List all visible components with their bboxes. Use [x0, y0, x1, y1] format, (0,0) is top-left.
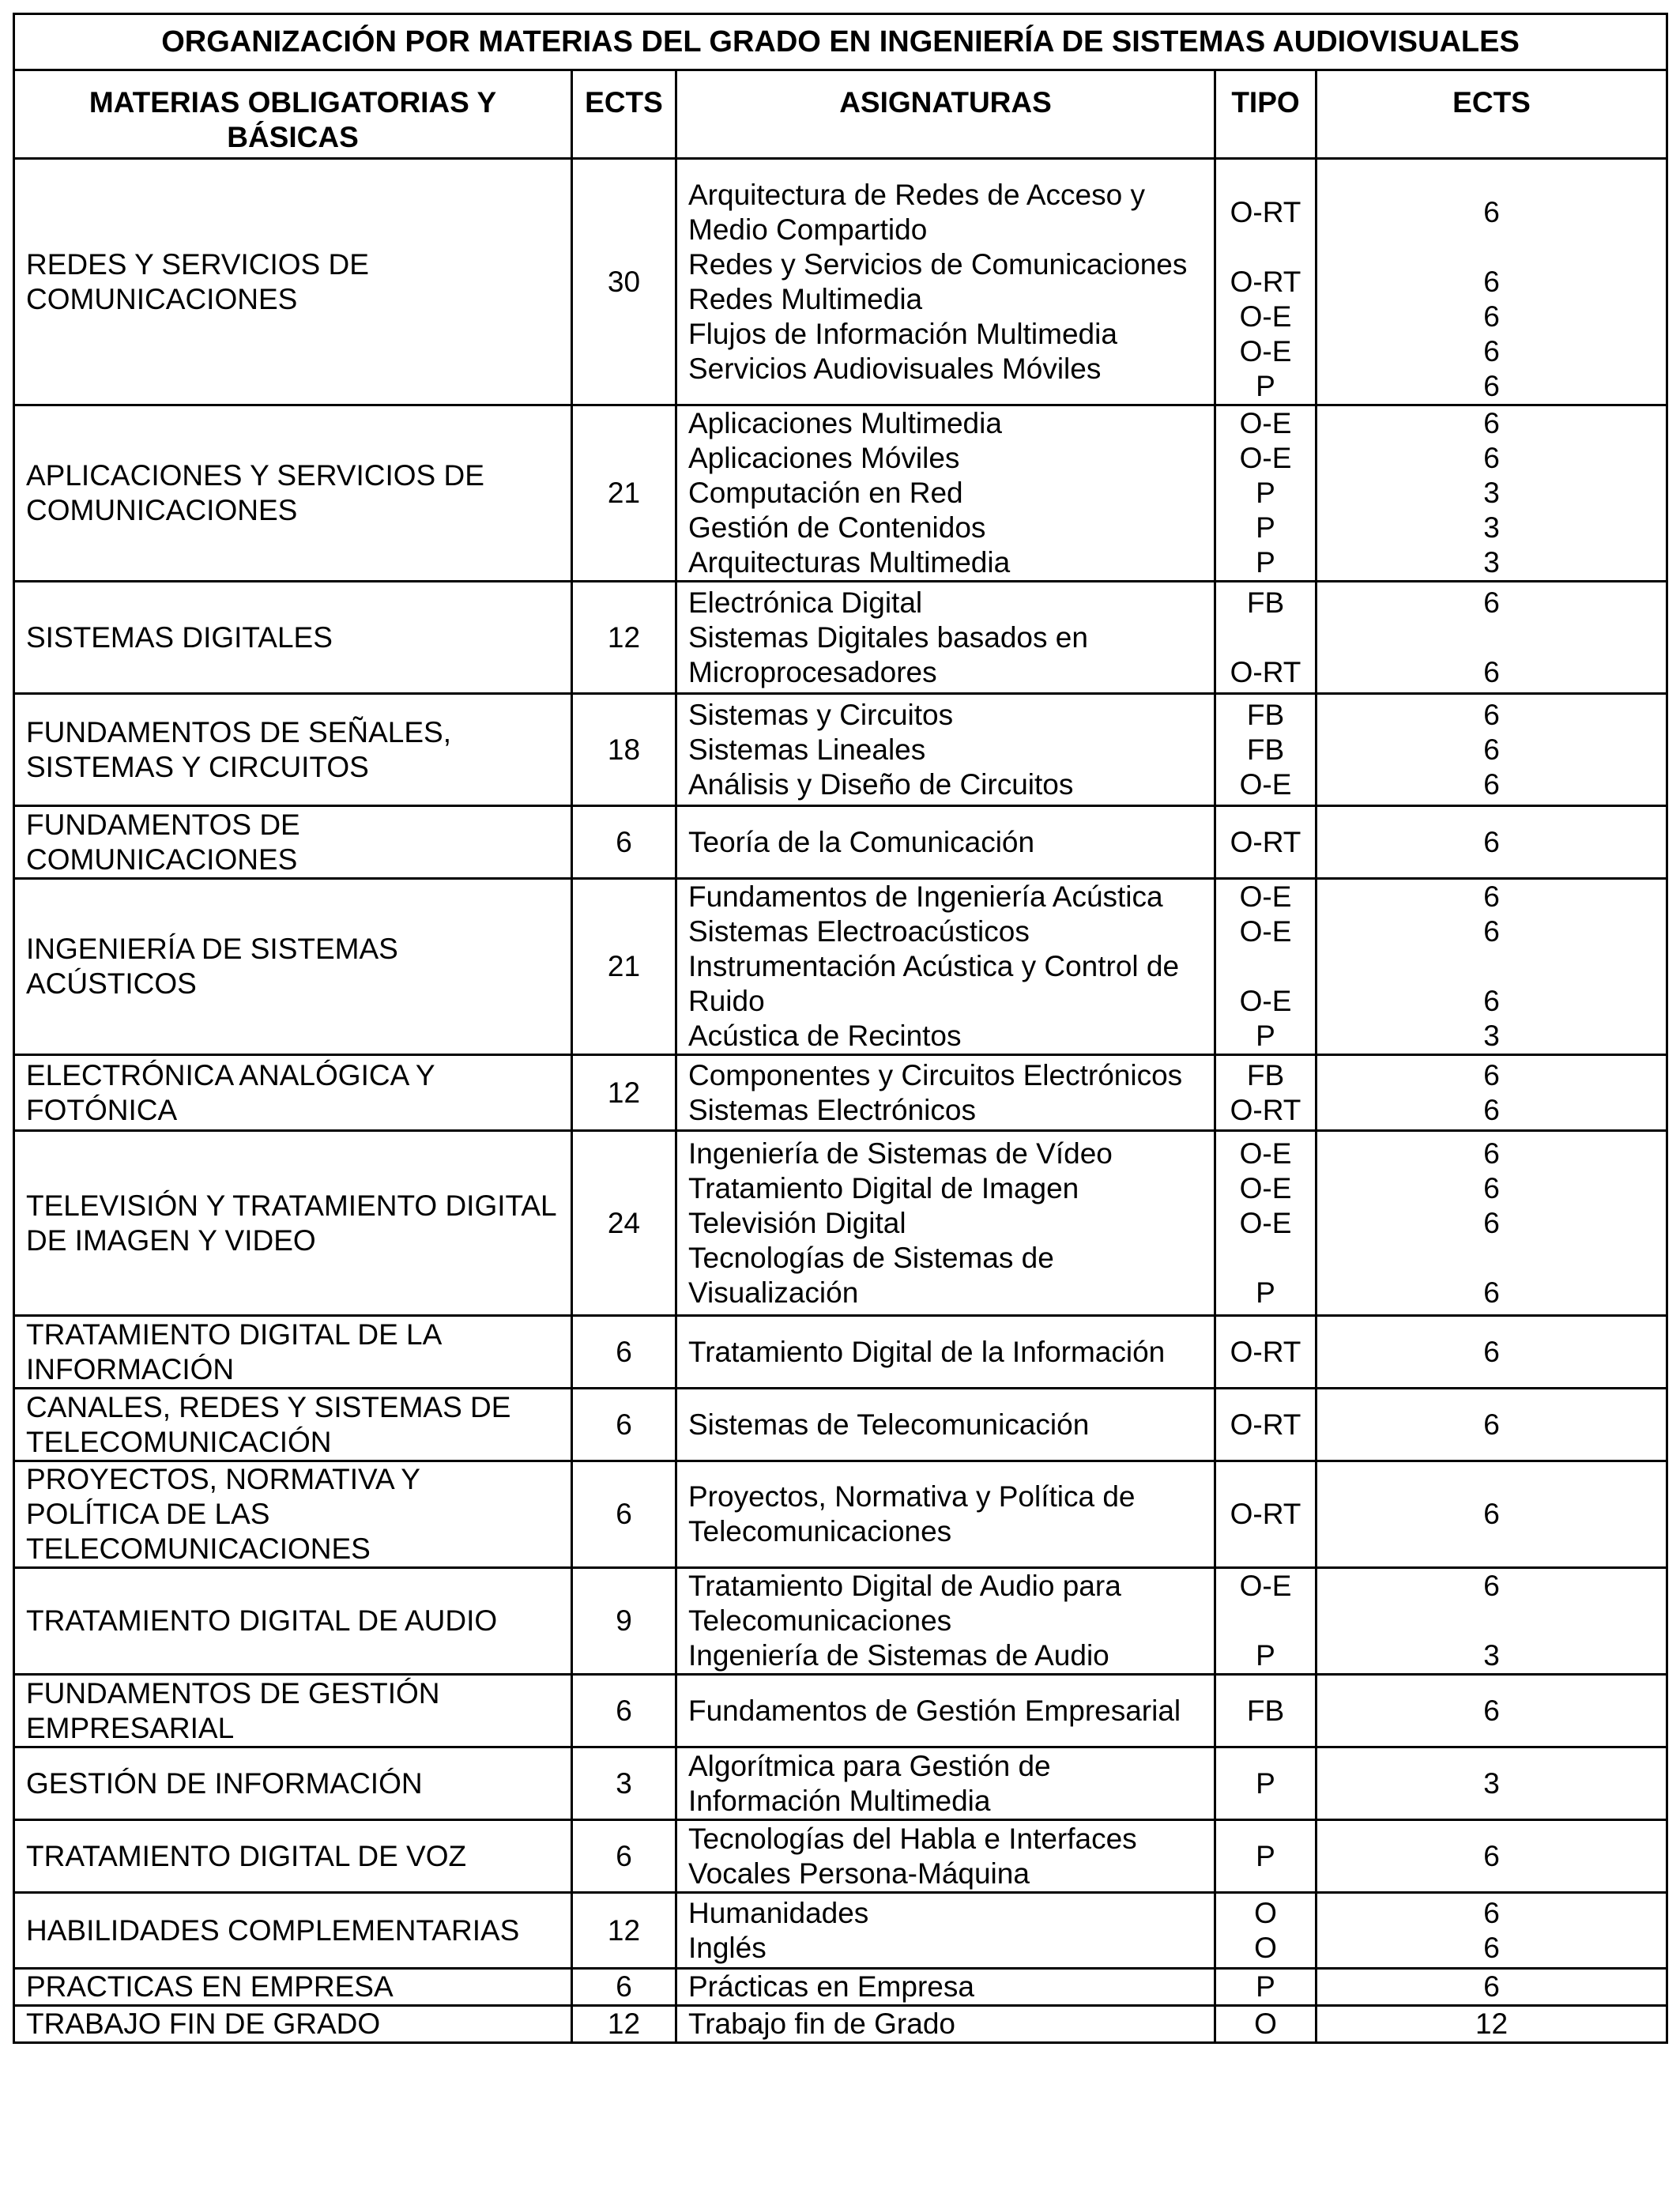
tipo-line: O-RT [1230, 1093, 1301, 1126]
credito-line: 6 [1483, 1058, 1500, 1091]
materia-ects-cell: 21 [572, 879, 676, 1055]
materia-ects-cell: 6 [572, 806, 676, 879]
asignatura-line: Televisión Digital [688, 1206, 906, 1239]
asignatura-line: Arquitecturas Multimedia [688, 546, 1011, 579]
asignaturas-cell [676, 159, 1215, 405]
title-row [14, 14, 1667, 70]
tipo-cell [1215, 405, 1317, 582]
materia-cell: CANALES, REDES Y SISTEMAS DE TELECOMUNICACIÓN [14, 1389, 572, 1461]
table-row [14, 2006, 1667, 2043]
materia-ects-cell: 30 [572, 159, 676, 405]
creditos-cell [1317, 1969, 1667, 2006]
asignatura-line: Aplicaciones Móviles [688, 442, 960, 474]
asignatura-line: Redes y Servicios de Comunicaciones [688, 247, 1188, 281]
materia-ects-cell: 24 [572, 1131, 676, 1316]
creditos-cell [1317, 1568, 1667, 1675]
tipo-line: O-RT [1230, 265, 1301, 298]
materia-ects-cell: 6 [572, 1461, 676, 1568]
credito-line: 6 [1483, 1276, 1500, 1309]
asignatura-line: Arquitectura de Redes de Acceso y [688, 178, 1145, 211]
tipo-cell [1215, 1316, 1317, 1389]
asignaturas-cell [676, 694, 1215, 806]
credito-line [1328, 1241, 1655, 1276]
tipo-line [1227, 1604, 1304, 1638]
creditos-cell [1317, 405, 1667, 582]
creditos-cell [1317, 1747, 1667, 1820]
asignaturas-cell [676, 1969, 1215, 2006]
asignaturas-cell [676, 806, 1215, 879]
materia-cell: FUNDAMENTOS DE GESTIÓN EMPRESARIAL [14, 1675, 572, 1747]
table-row [14, 582, 1667, 694]
asignatura-line: Acústica de Recintos [688, 1020, 962, 1052]
credito-line: 6 [1483, 1931, 1500, 1964]
materia-ects-cell: 6 [572, 1969, 676, 2006]
credito-line: 6 [1483, 985, 1500, 1017]
materia-cell: GESTIÓN DE INFORMACIÓN [14, 1747, 572, 1820]
asignatura-line: Ingeniería de Sistemas de Audio [688, 1639, 1109, 1672]
tipo-line: O-E [1239, 1171, 1292, 1204]
tipo-line: O-E [1239, 1570, 1292, 1602]
asignatura-line: Componentes y Circuitos Electrónicos [688, 1058, 1183, 1091]
tipo-line: O-E [1239, 300, 1292, 333]
tipo-line: O-E [1239, 407, 1292, 439]
asignatura-line: Ruido [688, 985, 765, 1017]
credito-line: 6 [1483, 1570, 1500, 1602]
credito-line [1328, 230, 1655, 265]
credito-line: 3 [1483, 477, 1500, 509]
asignatura-line: Análisis y Diseño de Circuitos [688, 767, 1074, 801]
tipo-line: P [1256, 1970, 1275, 2003]
asignaturas-cell [676, 405, 1215, 582]
credito-line: 3 [1483, 1639, 1500, 1672]
materia-ects-cell: 9 [572, 1568, 676, 1675]
materia-ects-cell: 6 [572, 1316, 676, 1389]
subjects-table [13, 13, 1668, 2044]
tipo-cell [1215, 2006, 1317, 2043]
asignaturas-cell [676, 582, 1215, 694]
credito-line: 6 [1483, 1093, 1500, 1126]
credito-line: 3 [1483, 511, 1500, 544]
asignatura-line: Visualización [688, 1276, 859, 1309]
asignatura-line: Instrumentación Acústica y Control de [688, 950, 1180, 982]
asignatura-line: Sistemas de Telecomunicación [688, 1408, 1090, 1441]
asignatura-line: Electrónica Digital [688, 586, 923, 619]
tipo-line: O-RT [1230, 655, 1301, 688]
credito-line [1328, 1604, 1655, 1638]
materia-ects-cell: 21 [572, 405, 676, 582]
materia-cell: APLICACIONES Y SERVICIOS DE COMUNICACIONES [14, 405, 572, 582]
materia-ects-cell: 6 [572, 1820, 676, 1893]
asignaturas-cell [676, 1893, 1215, 1969]
tipo-line: P [1256, 546, 1275, 579]
tipo-line: O-RT [1230, 1335, 1301, 1368]
tipo-cell [1215, 1969, 1317, 2006]
tipo-cell [1215, 1055, 1317, 1131]
asignaturas-cell [676, 1055, 1215, 1131]
creditos-cell [1317, 1893, 1667, 1969]
materia-cell: TRABAJO FIN DE GRADO [14, 2006, 572, 2043]
tipo-cell [1215, 806, 1317, 879]
materia-ects-cell: 6 [572, 1389, 676, 1461]
materia-cell: ELECTRÓNICA ANALÓGICA Y FOTÓNICA [14, 1055, 572, 1131]
asignatura-line: Inglés [688, 1931, 767, 1964]
credito-line: 6 [1483, 825, 1500, 858]
materia-cell: TRATAMIENTO DIGITAL DE AUDIO [14, 1568, 572, 1675]
credito-line: 6 [1483, 1970, 1500, 2003]
credito-line: 3 [1483, 1766, 1500, 1800]
tipo-line: O-E [1239, 880, 1292, 913]
creditos-cell [1317, 2006, 1667, 2043]
tipo-cell [1215, 1675, 1317, 1747]
tipo-cell [1215, 1747, 1317, 1820]
table-row [14, 1316, 1667, 1389]
asignatura-line: Medio Compartido [688, 213, 928, 246]
tipo-line: O-RT [1230, 1408, 1301, 1441]
header-ects-asignatura: ECTS [1317, 70, 1667, 159]
tipo-line: O-E [1239, 915, 1292, 948]
credito-line: 6 [1483, 880, 1500, 913]
tipo-line: O-E [1239, 1206, 1292, 1239]
credito-line: 3 [1483, 1020, 1500, 1052]
tipo-line: P [1256, 369, 1275, 402]
tipo-line: FB [1246, 1058, 1285, 1091]
tipo-line: FB [1246, 586, 1285, 619]
asignatura-line: Algorítmica para Gestión de [688, 1749, 1051, 1782]
header-ects: ECTS [572, 70, 676, 159]
asignatura-line: Trabajo fin de Grado [688, 2007, 955, 2040]
table-row [14, 1568, 1667, 1675]
creditos-cell [1317, 1131, 1667, 1316]
tipo-line: O [1254, 2007, 1277, 2040]
table-row [14, 806, 1667, 879]
tipo-cell [1215, 159, 1317, 405]
materia-cell: FUNDAMENTOS DE SEÑALES, SISTEMAS Y CIRCUITOS [14, 694, 572, 806]
creditos-cell [1317, 806, 1667, 879]
asignaturas-cell [676, 1747, 1215, 1820]
asignatura-line: Microprocesadores [688, 655, 937, 688]
tipo-cell [1215, 1389, 1317, 1461]
table-body [14, 159, 1667, 2043]
header-row [14, 70, 1667, 159]
header-tipo: TIPO [1215, 70, 1317, 159]
table-row [14, 159, 1667, 405]
asignatura-line: Fundamentos de Gestión Empresarial [688, 1694, 1181, 1727]
asignaturas-cell [676, 1316, 1215, 1389]
credito-line: 6 [1483, 442, 1500, 474]
header-asignaturas: ASIGNATURAS [676, 70, 1215, 159]
materia-ects-cell: 12 [572, 2006, 676, 2043]
creditos-cell [1317, 582, 1667, 694]
tipo-line: O-E [1239, 767, 1292, 801]
materia-cell: TRATAMIENTO DIGITAL DE LA INFORMACIÓN [14, 1316, 572, 1389]
asignatura-line: Sistemas Electroacústicos [688, 915, 1030, 948]
credito-line: 6 [1483, 195, 1500, 228]
tipo-cell [1215, 879, 1317, 1055]
table-row [14, 879, 1667, 1055]
asignaturas-cell [676, 2006, 1215, 2043]
tipo-cell [1215, 694, 1317, 806]
credito-line: 6 [1483, 586, 1500, 619]
credito-line: 6 [1483, 1206, 1500, 1239]
tipo-line [1227, 1241, 1304, 1276]
tipo-line [1227, 949, 1304, 984]
asignatura-line: Redes Multimedia [688, 282, 923, 315]
materia-cell: FUNDAMENTOS DE COMUNICACIONES [14, 806, 572, 879]
asignatura-line: Sistemas Electrónicos [688, 1093, 976, 1126]
tipo-line: O-RT [1230, 195, 1301, 228]
asignatura-line: Sistemas Digitales basados en [688, 620, 1088, 654]
tipo-line: O-RT [1230, 1498, 1301, 1530]
credito-line: 3 [1483, 546, 1500, 579]
table-row [14, 1747, 1667, 1820]
asignatura-line: Telecomunicaciones [688, 1515, 952, 1547]
asignatura-line: Ingeniería de Sistemas de Vídeo [688, 1137, 1113, 1170]
credito-line: 6 [1483, 1498, 1500, 1530]
tipo-cell [1215, 582, 1317, 694]
credito-line: 6 [1483, 1408, 1500, 1441]
creditos-cell [1317, 1461, 1667, 1568]
materia-cell: INGENIERÍA DE SISTEMAS ACÚSTICOS [14, 879, 572, 1055]
tipo-line [1227, 230, 1304, 265]
credito-line: 6 [1483, 1896, 1500, 1929]
asignatura-line: Proyectos, Normativa y Política de [688, 1480, 1136, 1513]
asignatura-line: Sistemas y Circuitos [688, 698, 954, 731]
materia-cell: SISTEMAS DIGITALES [14, 582, 572, 694]
asignatura-line: Teoría de la Comunicación [688, 825, 1035, 858]
tipo-line: O-E [1239, 442, 1292, 474]
credito-line: 6 [1483, 334, 1500, 368]
creditos-cell [1317, 694, 1667, 806]
materia-cell: PRACTICAS EN EMPRESA [14, 1969, 572, 2006]
materia-cell: PROYECTOS, NORMATIVA Y POLÍTICA DE LAS TELECOMUNICACIONES [14, 1461, 572, 1568]
table-row [14, 1893, 1667, 1969]
tipo-line: FB [1246, 698, 1285, 731]
creditos-cell [1317, 1820, 1667, 1893]
asignatura-line: Tecnologías de Sistemas de [688, 1241, 1054, 1274]
tipo-line: O-E [1239, 334, 1292, 368]
credito-line: 6 [1483, 300, 1500, 333]
asignaturas-cell [676, 1820, 1215, 1893]
credito-line: 6 [1483, 733, 1500, 766]
asignatura-line: Vocales Persona-Máquina [688, 1857, 1030, 1890]
asignatura-line: Servicios Audiovisuales Móviles [688, 352, 1102, 385]
asignatura-line: Telecomunicaciones [688, 1604, 952, 1637]
tipo-line [1227, 620, 1304, 655]
credito-line: 6 [1483, 369, 1500, 402]
tipo-cell [1215, 1820, 1317, 1893]
tipo-line: P [1256, 1020, 1275, 1052]
asignatura-line: Flujos de Información Multimedia [688, 317, 1117, 350]
creditos-cell [1317, 1316, 1667, 1389]
credito-line [1328, 160, 1655, 195]
materia-ects-cell: 18 [572, 694, 676, 806]
asignatura-line: Tratamiento Digital de Imagen [688, 1171, 1079, 1204]
asignatura-line: Gestión de Contenidos [688, 511, 986, 544]
tipo-line: FB [1246, 1694, 1285, 1727]
credito-line: 6 [1483, 1171, 1500, 1204]
tipo-line: O [1254, 1931, 1277, 1964]
credito-line: 6 [1483, 1694, 1500, 1727]
asignaturas-cell [676, 1461, 1215, 1568]
tipo-cell [1215, 1461, 1317, 1568]
asignatura-line: Computación en Red [688, 477, 963, 509]
materia-cell: REDES Y SERVICIOS DE COMUNICACIONES [14, 159, 572, 405]
asignatura-line: Información Multimedia [688, 1784, 991, 1817]
credito-line [1328, 620, 1655, 655]
credito-line: 6 [1483, 1335, 1500, 1368]
credito-line: 12 [1475, 2007, 1509, 2040]
tipo-line: FB [1246, 733, 1285, 766]
creditos-cell [1317, 159, 1667, 405]
materia-cell: HABILIDADES COMPLEMENTARIAS [14, 1893, 572, 1969]
asignatura-line: Tecnologías del Habla e Interfaces [688, 1822, 1137, 1855]
table-row [14, 1675, 1667, 1747]
asignaturas-cell [676, 1675, 1215, 1747]
tipo-line: O-RT [1230, 825, 1301, 858]
credito-line: 6 [1483, 1137, 1500, 1170]
asignaturas-cell [676, 1131, 1215, 1316]
tipo-line: P [1256, 511, 1275, 544]
tipo-line [1227, 160, 1304, 195]
tipo-line: O-E [1239, 985, 1292, 1017]
table-row [14, 405, 1667, 582]
table-row [14, 694, 1667, 806]
credito-line: 6 [1483, 265, 1500, 298]
credito-line: 6 [1483, 767, 1500, 801]
asignatura-line: Fundamentos de Ingeniería Acústica [688, 880, 1163, 913]
materia-ects-cell: 6 [572, 1675, 676, 1747]
tipo-line: O [1254, 1896, 1277, 1929]
credito-line: 6 [1483, 698, 1500, 731]
table-row [14, 1055, 1667, 1131]
asignatura-line: Aplicaciones Multimedia [688, 407, 1002, 439]
asignatura-line: Tratamiento Digital de la Información [688, 1335, 1166, 1368]
materia-cell: TELEVISIÓN Y TRATAMIENTO DIGITAL DE IMAGEN Y VIDEO [14, 1131, 572, 1316]
credito-line: 6 [1483, 915, 1500, 948]
table-row [14, 1969, 1667, 2006]
table-row [14, 1820, 1667, 1893]
materia-ects-cell: 12 [572, 1055, 676, 1131]
asignatura-line: Humanidades [688, 1896, 869, 1929]
materia-ects-cell: 12 [572, 582, 676, 694]
tipo-cell [1215, 1893, 1317, 1969]
tipo-line: P [1256, 477, 1275, 509]
tipo-line: P [1256, 1276, 1275, 1309]
table-row [14, 1389, 1667, 1461]
asignaturas-cell [676, 1389, 1215, 1461]
asignatura-line: Prácticas en Empresa [688, 1970, 974, 2003]
table-row [14, 1131, 1667, 1316]
table-title: ORGANIZACIÓN POR MATERIAS DEL GRADO EN INGENIERÍA DE SISTEMAS AUDIOVISUALES [14, 14, 1667, 70]
credito-line: 6 [1483, 655, 1500, 688]
header-materias: MATERIAS OBLIGATORIAS Y BÁSICAS [14, 70, 572, 159]
creditos-cell [1317, 879, 1667, 1055]
materia-ects-cell: 3 [572, 1747, 676, 1820]
credito-line [1328, 949, 1655, 984]
credito-line: 6 [1483, 407, 1500, 439]
asignaturas-cell [676, 1568, 1215, 1675]
tipo-cell [1215, 1568, 1317, 1675]
tipo-line: P [1256, 1839, 1275, 1872]
tipo-cell [1215, 1131, 1317, 1316]
tipo-line: O-E [1239, 1137, 1292, 1170]
asignaturas-cell [676, 879, 1215, 1055]
creditos-cell [1317, 1389, 1667, 1461]
tipo-line: P [1256, 1639, 1275, 1672]
creditos-cell [1317, 1675, 1667, 1747]
credito-line: 6 [1483, 1839, 1500, 1872]
tipo-line: P [1256, 1766, 1275, 1800]
materia-cell: TRATAMIENTO DIGITAL DE VOZ [14, 1820, 572, 1893]
asignatura-line: Tratamiento Digital de Audio para [688, 1570, 1121, 1602]
creditos-cell [1317, 1055, 1667, 1131]
table-row [14, 1461, 1667, 1568]
materia-ects-cell: 12 [572, 1893, 676, 1969]
asignatura-line: Sistemas Lineales [688, 733, 926, 766]
